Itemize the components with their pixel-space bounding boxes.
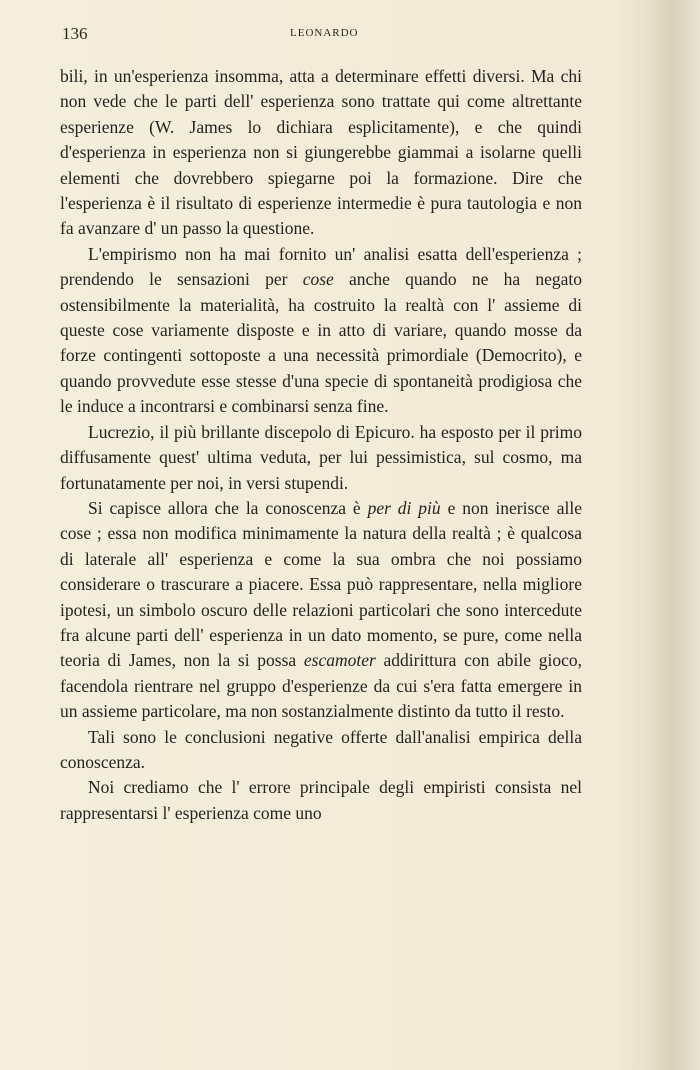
paragraph-1: bili, in un'esperienza insomma, atta a determinare effetti diversi. Ma chi non vede che le parti dell' esperienza sono trattate qui come altrettante esperienze (W. James lo dichiara esplicitamente), e che quindi d'esperienza in esperienza non si giungerebbe giammai a isolarne quelli elementi che dovrebbero spiegarne poi la formazione. Dire che l'esperienza è il risultato di esperienze intermedie è pura tautologia e non fa avanzare d' un passo la questione. [60,66,582,239]
paragraph-5: Tali sono le conclusioni negative offerte dall'analisi empirica della conoscenza. [60,726,582,772]
paragraph-4-emphasis: per di più [367,497,441,518]
paragraph-4-text-end: addirittura con abile gioco, facendola rientrare nel gruppo d'esperienze da cui s'era fatta emergere in un assieme particolare, ma non sostanzialmente distinto da tutto il resto. [60,650,582,722]
page-header [62,24,582,46]
paragraph-2-text-start: L'empirismo non ha mai fornito un' analisi esatta dell'esperienza ; prendendo le sensazioni per [60,243,582,290]
paragraph-6: Noi crediamo che l' errore principale degli empiristi consista nel rappresentarsi l' esperienza come uno [60,777,582,823]
paragraph-3: Lucrezio, il più brillante discepolo di Epicuro. ha esposto per il primo diffusamente quest' ultima veduta, per lui pessimistica, sul cosmo, ma fortunatamente per noi, in versi stupendi. [60,421,582,493]
running-head: LEONARDO [290,27,359,39]
paragraph-2 [60,242,582,420]
paragraph-4-text-start: Si capisce allora che la conoscenza è [88,497,368,518]
paragraph-4-emphasis-2: escamoter [303,650,376,671]
paragraph-4 [60,496,582,725]
paragraph-2-emphasis: cose [302,269,334,290]
page-number: 136 [62,24,88,43]
paragraph-2-text-end: anche quando ne ha negato ostensibilmente la materialità, ha costruito la realtà con l' assieme di queste cose variamente disposte e in atto di variare, quando mosse da forze contingenti sottoposte a una necessità primordiale (Democrito), e quando provvedute esse stesse d'una specie di spontaneità prodigiosa che le induce a incontrarsi e combinarsi senza fine. [60,269,582,417]
paragraph-4-text-middle: e non inerisce alle cose ; essa non modifica minimamente la natura della realtà ; è qualcosa di laterale all' esperienza e come la sua ombra che noi possiamo considerare o trascurare a piacere. Essa può rappresentare, nella migliore ipotesi, un simbolo oscuro delle relazioni particolari che sono intercedute fra alcune parti dell' esperienza in un dato momento, se pure, come nella teoria di James, non la si possa [60,497,582,671]
body-text [60,64,582,826]
